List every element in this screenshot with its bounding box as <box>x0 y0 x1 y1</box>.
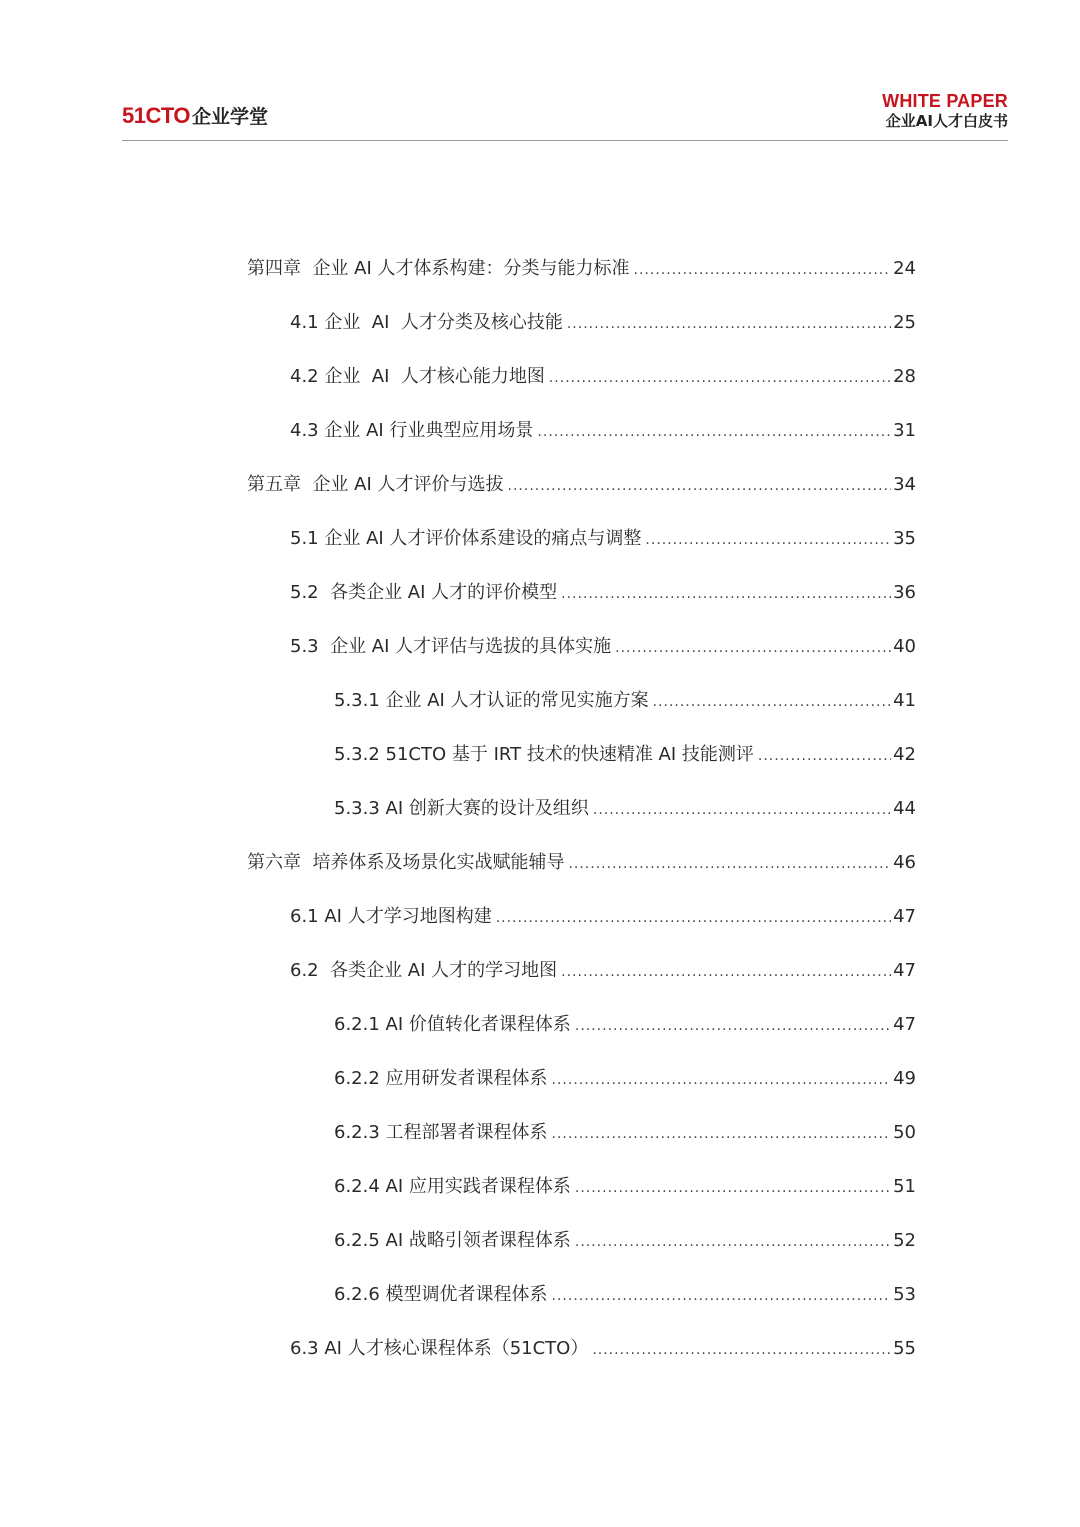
toc-entry-page-number: 34 <box>893 474 916 495</box>
toc-entry-title: 6.2.1 AI 价值转化者课程体系 <box>334 1014 571 1035</box>
logo-text: 企业学堂 <box>192 106 269 128</box>
toc-entry-title: 5.3.1 企业 AI 人才认证的常见实施方案 <box>334 690 649 711</box>
toc-entry-title: 6.2.3 工程部署者课程体系 <box>334 1122 548 1143</box>
toc-leader-dots <box>758 741 891 771</box>
toc-leader-dots <box>561 957 891 987</box>
toc-entry-page-number: 28 <box>893 366 916 387</box>
toc-entry-title: 6.2.2 应用研发者课程体系 <box>334 1068 548 1089</box>
toc-entry-page-number: 31 <box>893 420 916 441</box>
toc-entry-page-number: 50 <box>893 1122 916 1143</box>
toc-leader-dots <box>561 579 891 609</box>
toc-entry-title: 6.2.6 模型调优者课程体系 <box>334 1284 548 1305</box>
toc-entry-page-number: 40 <box>893 636 916 657</box>
toc-entry-page-number: 49 <box>893 1068 916 1089</box>
toc-entry-title: 6.2.5 AI 战略引领者课程体系 <box>334 1230 571 1251</box>
toc-entry-title: 6.2.4 AI 应用实践者课程体系 <box>334 1176 571 1197</box>
toc-entry-title: 5.1 企业 AI 人才评价体系建设的痛点与调整 <box>290 528 642 549</box>
white-paper-subtitle: 企业AI人才白皮书 <box>885 112 1008 130</box>
toc-leader-dots <box>645 525 891 555</box>
toc-entry-title: 第五章 企业 AI 人才评价与选拔 <box>247 474 504 495</box>
toc-entry-page-number: 47 <box>893 960 916 981</box>
toc-leader-dots <box>552 1065 892 1095</box>
toc-entry-title: 第四章 企业 AI 人才体系构建：分类与能力标准 <box>247 258 630 279</box>
toc-leader-dots <box>592 1335 891 1365</box>
toc-entry[interactable] <box>290 362 916 392</box>
toc-entry[interactable] <box>247 254 916 284</box>
toc-entry[interactable] <box>334 794 916 824</box>
toc-leader-dots <box>575 1011 891 1041</box>
toc-entry-page-number: 42 <box>893 744 916 765</box>
toc-leader-dots <box>496 903 891 933</box>
toc-entry-title: 5.3 企业 AI 人才评估与选拔的具体实施 <box>290 636 612 657</box>
toc-entry[interactable] <box>334 1226 916 1256</box>
toc-entry-title: 5.2 各类企业 AI 人才的评价模型 <box>290 582 558 603</box>
toc-leader-dots <box>568 849 891 879</box>
toc-entry-page-number: 25 <box>893 312 916 333</box>
toc-entry-title: 4.3 企业 AI 行业典型应用场景 <box>290 420 534 441</box>
toc-leader-dots <box>575 1227 891 1257</box>
toc-leader-dots <box>549 363 891 393</box>
toc-entry-page-number: 47 <box>893 906 916 927</box>
toc-entry-title: 第六章 培养体系及场景化实战赋能辅导 <box>247 852 565 873</box>
toc-entry-title: 6.2 各类企业 AI 人才的学习地图 <box>290 960 558 981</box>
toc-entry[interactable] <box>334 686 916 716</box>
toc-entry[interactable] <box>334 1010 916 1040</box>
toc-leader-dots <box>567 309 891 339</box>
toc-leader-dots <box>575 1173 891 1203</box>
toc-entry[interactable] <box>290 578 916 608</box>
white-paper-label <box>882 91 1008 131</box>
toc-entry-page-number: 46 <box>893 852 916 873</box>
toc-entry-page-number: 35 <box>893 528 916 549</box>
toc-entry[interactable] <box>290 956 916 986</box>
toc-entry[interactable] <box>247 848 916 878</box>
white-paper-title: WHITE PAPER <box>882 91 1008 111</box>
toc-entry-title: 4.2 企业 AI 人才核心能力地图 <box>290 366 545 387</box>
toc-leader-dots <box>634 255 892 285</box>
toc-entry-page-number: 36 <box>893 582 916 603</box>
toc-entry[interactable] <box>290 1334 916 1364</box>
toc-leader-dots <box>552 1281 892 1311</box>
toc-entry[interactable] <box>247 470 916 500</box>
toc-entry-title: 6.3 AI 人才核心课程体系（51CTO） <box>290 1338 589 1359</box>
toc-leader-dots <box>508 471 892 501</box>
toc-entry[interactable] <box>290 308 916 338</box>
toc-entry-page-number: 24 <box>893 258 916 279</box>
toc-entry[interactable] <box>334 740 916 770</box>
toc-leader-dots <box>537 417 891 447</box>
toc-entry-title: 4.1 企业 AI 人才分类及核心技能 <box>290 312 563 333</box>
toc-entry-page-number: 55 <box>893 1338 916 1359</box>
toc-entry[interactable] <box>290 632 916 662</box>
toc-entry-page-number: 53 <box>893 1284 916 1305</box>
toc-entry[interactable] <box>334 1064 916 1094</box>
toc-entry[interactable] <box>334 1172 916 1202</box>
logo-mark: 51CTO <box>122 103 191 128</box>
toc-entry-title: 5.3.2 51CTO 基于 IRT 技术的快速精准 AI 技能测评 <box>334 744 754 765</box>
toc-entry[interactable] <box>334 1118 916 1148</box>
toc-entry[interactable] <box>334 1280 916 1310</box>
toc-entry-page-number: 52 <box>893 1230 916 1251</box>
toc-leader-dots <box>593 795 891 825</box>
toc-entry-title: 5.3.3 AI 创新大赛的设计及组织 <box>334 798 589 819</box>
toc-leader-dots <box>615 633 891 663</box>
toc-leader-dots <box>653 687 892 717</box>
toc-entry-page-number: 44 <box>893 798 916 819</box>
page-header <box>122 88 1008 141</box>
toc-leader-dots <box>552 1119 892 1149</box>
logo <box>122 102 268 130</box>
toc-entry-page-number: 47 <box>893 1014 916 1035</box>
toc-entry-page-number: 51 <box>893 1176 916 1197</box>
toc-entry[interactable] <box>290 902 916 932</box>
toc-entry-title: 6.1 AI 人才学习地图构建 <box>290 906 492 927</box>
toc-entry[interactable] <box>290 524 916 554</box>
toc-entry-page-number: 41 <box>893 690 916 711</box>
toc-entry[interactable] <box>290 416 916 446</box>
